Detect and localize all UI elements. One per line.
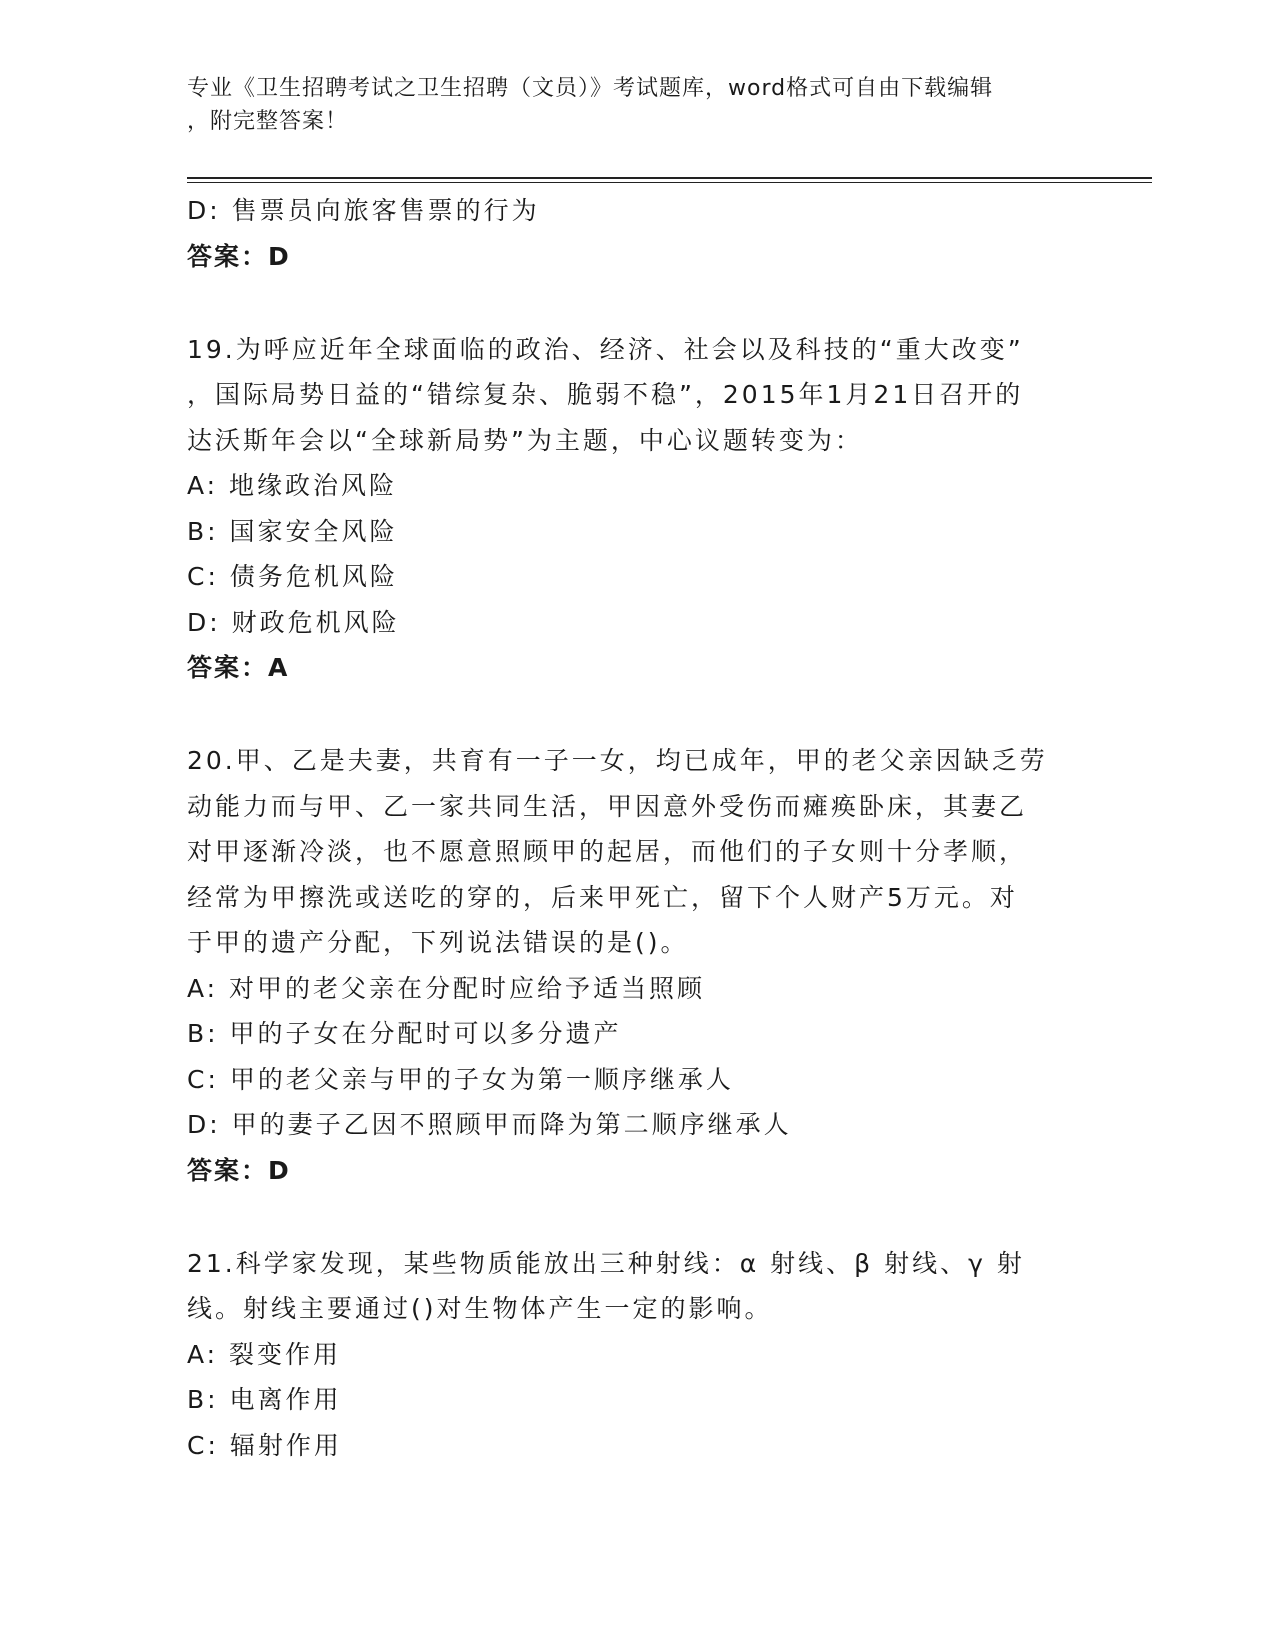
question-19-line: ，国际局势日益的“错综复杂、脆弱不稳”，2015年1月21日召开的 <box>187 380 1024 409</box>
question-20-option-b: B: 甲的子女在分配时可以多分遗产 <box>187 1019 622 1048</box>
question-20-option-d: D: 甲的妻子乙因不照顾甲而降为第二顺序继承人 <box>187 1110 792 1139</box>
question-19-line: 19.为呼应近年全球面临的政治、经济、社会以及科技的“重大改变” <box>187 334 1024 364</box>
question-20-line: 于甲的遗产分配，下列说法错误的是()。 <box>187 928 689 957</box>
question-20-option-a: A: 对甲的老父亲在分配时应给予适当照顾 <box>187 973 706 1003</box>
page-header <box>187 72 1067 138</box>
question-19-option-c: C: 债务危机风险 <box>187 562 398 591</box>
header-divider <box>187 177 1152 183</box>
question-19-option-d: D: 财政危机风险 <box>187 607 400 637</box>
question-21-option-a: A: 裂变作用 <box>187 1339 342 1369</box>
question-19-answer: 答案：A <box>187 653 290 682</box>
spacer <box>187 280 1087 327</box>
question-19 <box>187 327 1087 692</box>
question-21-line: 线。射线主要通过()对生物体产生一定的影响。 <box>187 1294 773 1323</box>
spacer <box>187 691 1087 738</box>
question-21 <box>187 1241 1087 1469</box>
question-20-answer: 答案：D <box>187 1155 291 1185</box>
question-20-line: 经常为甲擦洗或送吃的穿的，后来甲死亡，留下个人财产5万元。对 <box>187 882 1018 912</box>
question-20-line: 动能力而与甲、乙一家共同生活，甲因意外受伤而瘫痪卧床，其妻乙 <box>187 791 1028 821</box>
question-20-option-c: C: 甲的老父亲与甲的子女为第一顺序继承人 <box>187 1064 734 1094</box>
question-19-line: 达沃斯年会以“全球新局势”为主题，中心议题转变为： <box>187 425 863 455</box>
question-21-option-b: B: 电离作用 <box>187 1385 342 1414</box>
question-20-line: 对甲逐渐冷淡，也不愿意照顾甲的起居，而他们的子女则十分孝顺， <box>187 837 1028 866</box>
prev-option-d: D: 售票员向旅客售票的行为 <box>187 196 540 225</box>
question-20 <box>187 738 1087 1194</box>
question-21-option-c: C: 辐射作用 <box>187 1430 342 1460</box>
question-content <box>187 188 1087 1468</box>
question-21-line: 21.科学家发现，某些物质能放出三种射线：α 射线、β 射线、γ 射 <box>187 1248 1025 1278</box>
spacer <box>187 1194 1087 1241</box>
header-title-line-2: ，附完整答案！ <box>187 109 349 134</box>
header-title-line-1: 专业《卫生招聘考试之卫生招聘（文员）》考试题库，word格式可自由下载编辑 <box>187 76 994 101</box>
question-19-option-b: B: 国家安全风险 <box>187 516 398 546</box>
question-19-option-a: A: 地缘政治风险 <box>187 471 398 500</box>
prev-answer: 答案：D <box>187 241 291 271</box>
question-20-line: 20.甲、乙是夫妻，共育有一子一女，均已成年，甲的老父亲因缺乏劳 <box>187 746 1048 775</box>
